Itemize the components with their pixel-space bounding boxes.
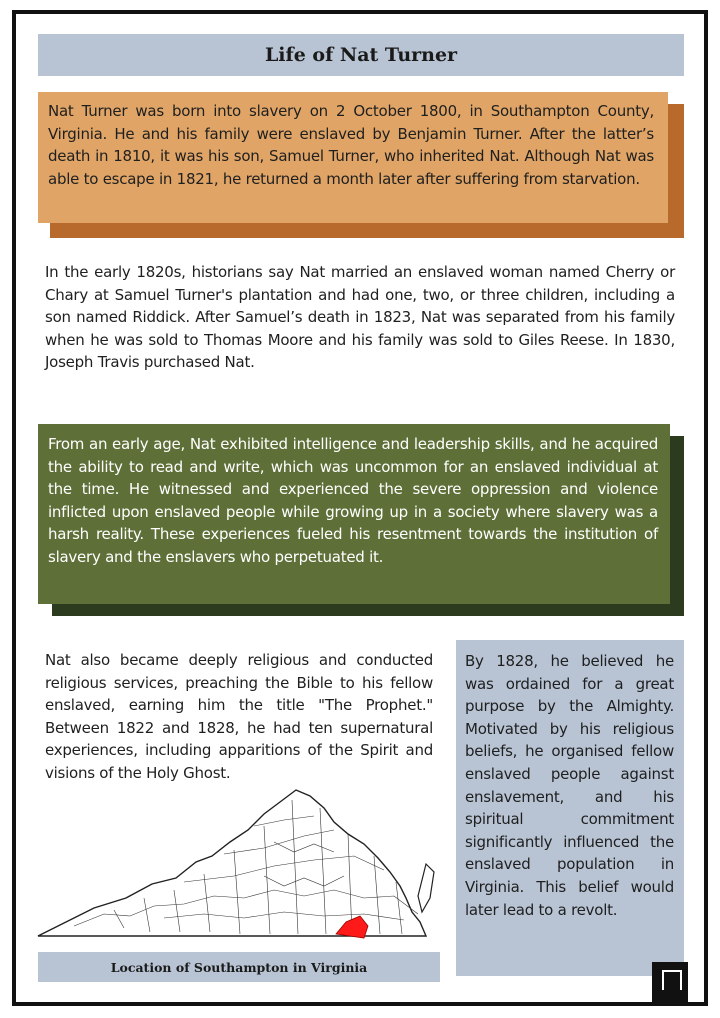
birth-paragraph: Nat Turner was born into slavery on 2 October 1800, in Southampton County, Virginia. He and his family were enslaved by Benjamin Turner. After the latter’s death in 1810, it was his son, Samuel Turner, who inherited Nat. Although Nat was able to escape in 1821, he returned a month later after suffering from starvation. bbox=[48, 102, 654, 188]
page-title: Life of Nat Turner bbox=[264, 44, 458, 66]
virginia-map-icon bbox=[34, 786, 444, 948]
virginia-map bbox=[34, 786, 444, 948]
page-corner-icon bbox=[652, 962, 688, 1002]
early-age-paragraph: From an early age, Nat exhibited intelligence and leadership skills, and he acquired the ability to read and write, which was uncommon for an enslaved individual at the time. He witnessed and experienced the severe oppression and violence inflicted upon enslaved people while growing up in a society where slavery was a harsh reality. These experiences fueled his resentment towards the institution of slavery and the enslavers who perpetuated it. bbox=[48, 435, 658, 566]
prophecy-sidebar bbox=[456, 640, 684, 976]
religion-paragraph: Nat also became deeply religious and conducted religious services, preaching the Bible to his fellow enslaved, earning him the title "The Prophet." Between 1822 and 1828, he had ten supernatural experiences, including apparitions of the Spirit and visions of the Holy Ghost. bbox=[45, 651, 433, 782]
virginia-outline bbox=[38, 790, 426, 936]
family-paragraph: In the early 1820s, historians say Nat married an enslaved woman named Cherry or Chary at Samuel Turner's plantation and had one, two, or three children, including a son named Riddick. After Samuel’s death in 1823, Nat was separated from his family when he was sold to Thomas Moore and his family was sold to Giles Reese. In 1830, Joseph Travis purchased Nat. bbox=[45, 263, 675, 372]
birth-callout bbox=[38, 92, 668, 223]
title-banner bbox=[38, 34, 684, 76]
early-age-callout bbox=[38, 424, 670, 604]
eastern-shore bbox=[418, 864, 434, 912]
map-caption: Location of Southampton in Virginia bbox=[110, 959, 368, 975]
prophecy-paragraph: By 1828, he believed he was ordained for a great purpose by the Almighty. Motivated by his religious beliefs, he organised fellow enslaved people against enslavement, and his spiritual commitment significantly influenced the enslaved population in Virginia. This belief would later lead to a revolt. bbox=[465, 652, 674, 919]
map-caption-bar bbox=[38, 952, 440, 982]
